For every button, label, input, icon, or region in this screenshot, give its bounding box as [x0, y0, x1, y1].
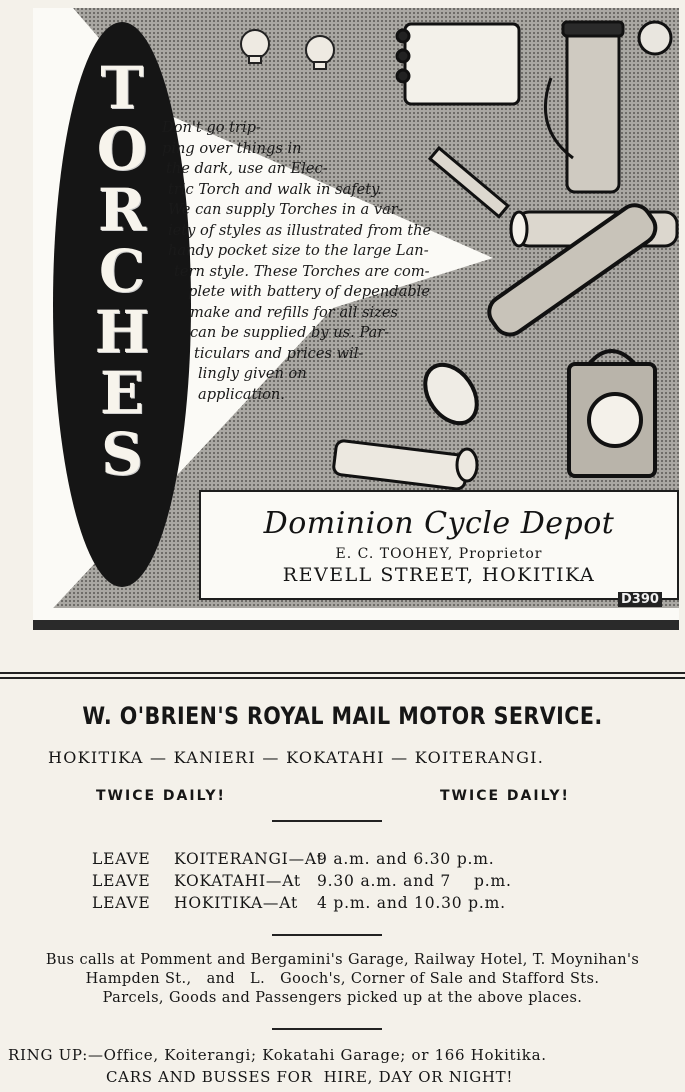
- bus-info-line: Bus calls at Pomment and Bergamini's Garage, Railway Hotel, T. Moynihan's: [45, 952, 640, 968]
- blurb-line: tern style. These Torches are com-: [174, 262, 430, 280]
- bus-info-line: Hampden St., and L. Gooch's, Corner of Sale and Stafford Sts.: [85, 971, 600, 987]
- depart-place: KOKATAHI—At: [174, 872, 301, 890]
- title-letter: O: [96, 115, 148, 183]
- leave-label: LEAVE: [92, 894, 151, 912]
- short-divider: [272, 820, 382, 822]
- ad-code: D390: [618, 592, 662, 607]
- leave-label: LEAVE: [92, 850, 151, 868]
- blurb-line: can be supplied by us. Par-: [190, 324, 390, 341]
- business-address-box: [199, 490, 679, 600]
- depart-times: 9 a.m. and 6.30 p.m.: [317, 850, 495, 868]
- proprietor-line: E. C. TOOHEY, Proprietor: [335, 546, 543, 562]
- blurb-line: tric Torch and walk in safety.: [168, 180, 383, 198]
- schedule-row: [92, 872, 512, 890]
- title-letter: R: [97, 176, 147, 244]
- box-lantern-icon: [569, 351, 655, 476]
- blurb-line: ticulars and prices wil-: [194, 344, 364, 362]
- torch-advertisement: [33, 8, 679, 630]
- section-divider: [0, 672, 685, 679]
- title-letter: S: [101, 420, 143, 488]
- twice-daily-right: TWICE DAILY!: [440, 788, 570, 804]
- title-letter: E: [99, 359, 145, 427]
- twice-daily-left: TWICE DAILY!: [96, 788, 226, 804]
- leave-label: LEAVE: [92, 872, 151, 890]
- title-letter: H: [94, 298, 150, 366]
- title-letter: C: [98, 237, 146, 305]
- blurb-line: Don't go trip-: [162, 119, 261, 136]
- blurb-line: the dark, use an Elec-: [166, 160, 328, 177]
- short-divider: [272, 934, 382, 936]
- blurb-line: make and refills for all sizes: [190, 303, 398, 321]
- street-address: REVELL STREET, HOKITIKA: [282, 564, 596, 586]
- ring-up-line: RING UP:—Office, Koiterangi; Kokatahi Garage; or 166 Hokitika.: [8, 1046, 547, 1064]
- depart-times: 4 p.m. and 10.30 p.m.: [317, 894, 506, 912]
- torch-blurb: [162, 118, 492, 405]
- title-letter: T: [100, 54, 144, 122]
- blurb-line: plete with battery of dependable: [188, 283, 430, 300]
- blurb-line: application.: [198, 385, 285, 403]
- depart-place: KOITERANGI—At: [174, 850, 324, 868]
- schedule-row: [92, 850, 495, 868]
- bus-info-line: Parcels, Goods and Passengers picked up at the above places.: [102, 990, 583, 1006]
- business-name: Dominion Cycle Depot: [263, 506, 615, 541]
- blurb-line: handy pocket size to the large Lan-: [168, 242, 429, 259]
- cars-for-hire-line: CARS AND BUSSES FOR HIRE, DAY OR NIGHT!: [106, 1068, 514, 1086]
- depart-place: HOKITIKA—At: [174, 894, 298, 912]
- blurb-line: ping over things in: [162, 139, 302, 157]
- blurb-line: iety of styles as illustrated from the: [168, 221, 432, 239]
- route-line: HOKITIKA — KANIERI — KOKATAHI — KOITERANGI.: [48, 748, 545, 767]
- blurb-line: lingly given on: [198, 365, 307, 382]
- flat-battery-icon: [397, 24, 519, 104]
- schedule-row: [92, 894, 506, 912]
- blurb-line: We can supply Torches in a var-: [168, 201, 403, 218]
- mail-service-heading: W. O'BRIEN'S ROYAL MAIL MOTOR SERVICE.: [82, 702, 603, 730]
- short-divider: [272, 1028, 382, 1030]
- depart-times: 9.30 a.m. and 7 p.m.: [317, 872, 512, 890]
